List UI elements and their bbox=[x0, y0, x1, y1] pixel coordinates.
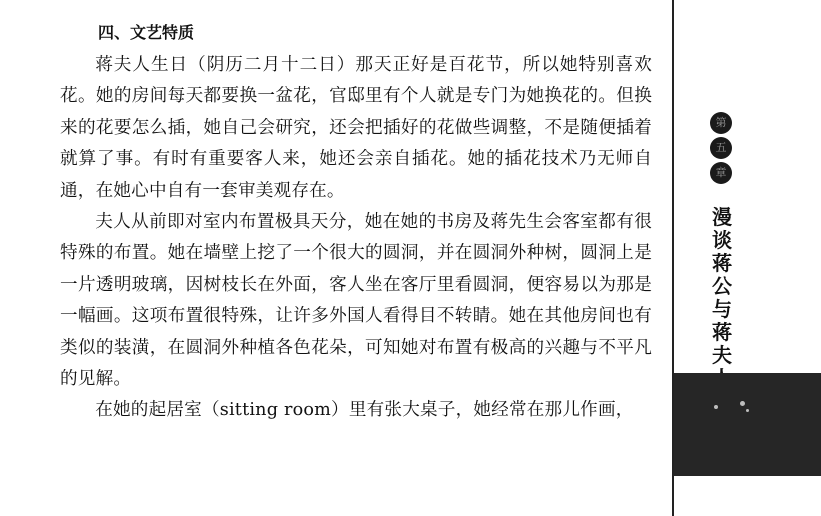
running-title-char: 漫 bbox=[712, 205, 732, 229]
running-title-char: 蒋 bbox=[712, 251, 732, 275]
running-title bbox=[709, 206, 735, 390]
running-title-char: 与 bbox=[712, 297, 732, 321]
paragraph-3: 在她的起居室（sitting room）里有张大桌子，她经常在那儿作画， bbox=[95, 400, 634, 421]
photo-speck bbox=[714, 405, 718, 409]
decorative-photo-strip bbox=[674, 373, 821, 476]
running-title-char: 蒋 bbox=[712, 320, 732, 344]
running-title-char: 公 bbox=[712, 274, 732, 298]
chapter-mark: 五 bbox=[710, 137, 732, 159]
page-body bbox=[60, 22, 652, 427]
chapter-mark: 章 bbox=[710, 162, 732, 184]
running-title-char: 谈 bbox=[712, 228, 732, 252]
section-heading: 四、文艺特质 bbox=[98, 23, 195, 42]
running-title-char: 夫 bbox=[712, 343, 732, 367]
photo-speck bbox=[746, 409, 749, 412]
photo-speck bbox=[740, 401, 745, 406]
paragraph-1: 蒋夫人生日（阴历二月十二日）那天正好是百花节，所以她特别喜欢花。她的房间每天都要换一盆花，官邸里有个人就是专门为她换花的。但换来的花要怎么插，她自己会研究，还会把插好的花做些调整，不是随便插着就算了事。有时有重要客人来，她还会亲自插花。她的插花技术乃无师自通，在她心中自有一套审美观存在。 bbox=[60, 55, 652, 201]
chapter-mark: 第 bbox=[710, 112, 732, 134]
chapter-mark-group bbox=[710, 112, 734, 187]
chapter-sidebar bbox=[674, 0, 821, 516]
paragraph-2: 夫人从前即对室内布置极具天分，她在她的书房及蒋先生会客室都有很特殊的布置。她在墙壁上挖了一个很大的圆洞，并在圆洞外种树，圆洞上是一片透明玻璃，因树枝长在外面，客人坐在客厅里看圆洞，便容易以为那是一幅画。这项布置很特殊，让许多外国人看得目不转睛。她在其他房间也有类似的装潢，在圆洞外种植各色花朵，可知她对布置有极高的兴趣与不平凡的见解。 bbox=[60, 212, 652, 390]
